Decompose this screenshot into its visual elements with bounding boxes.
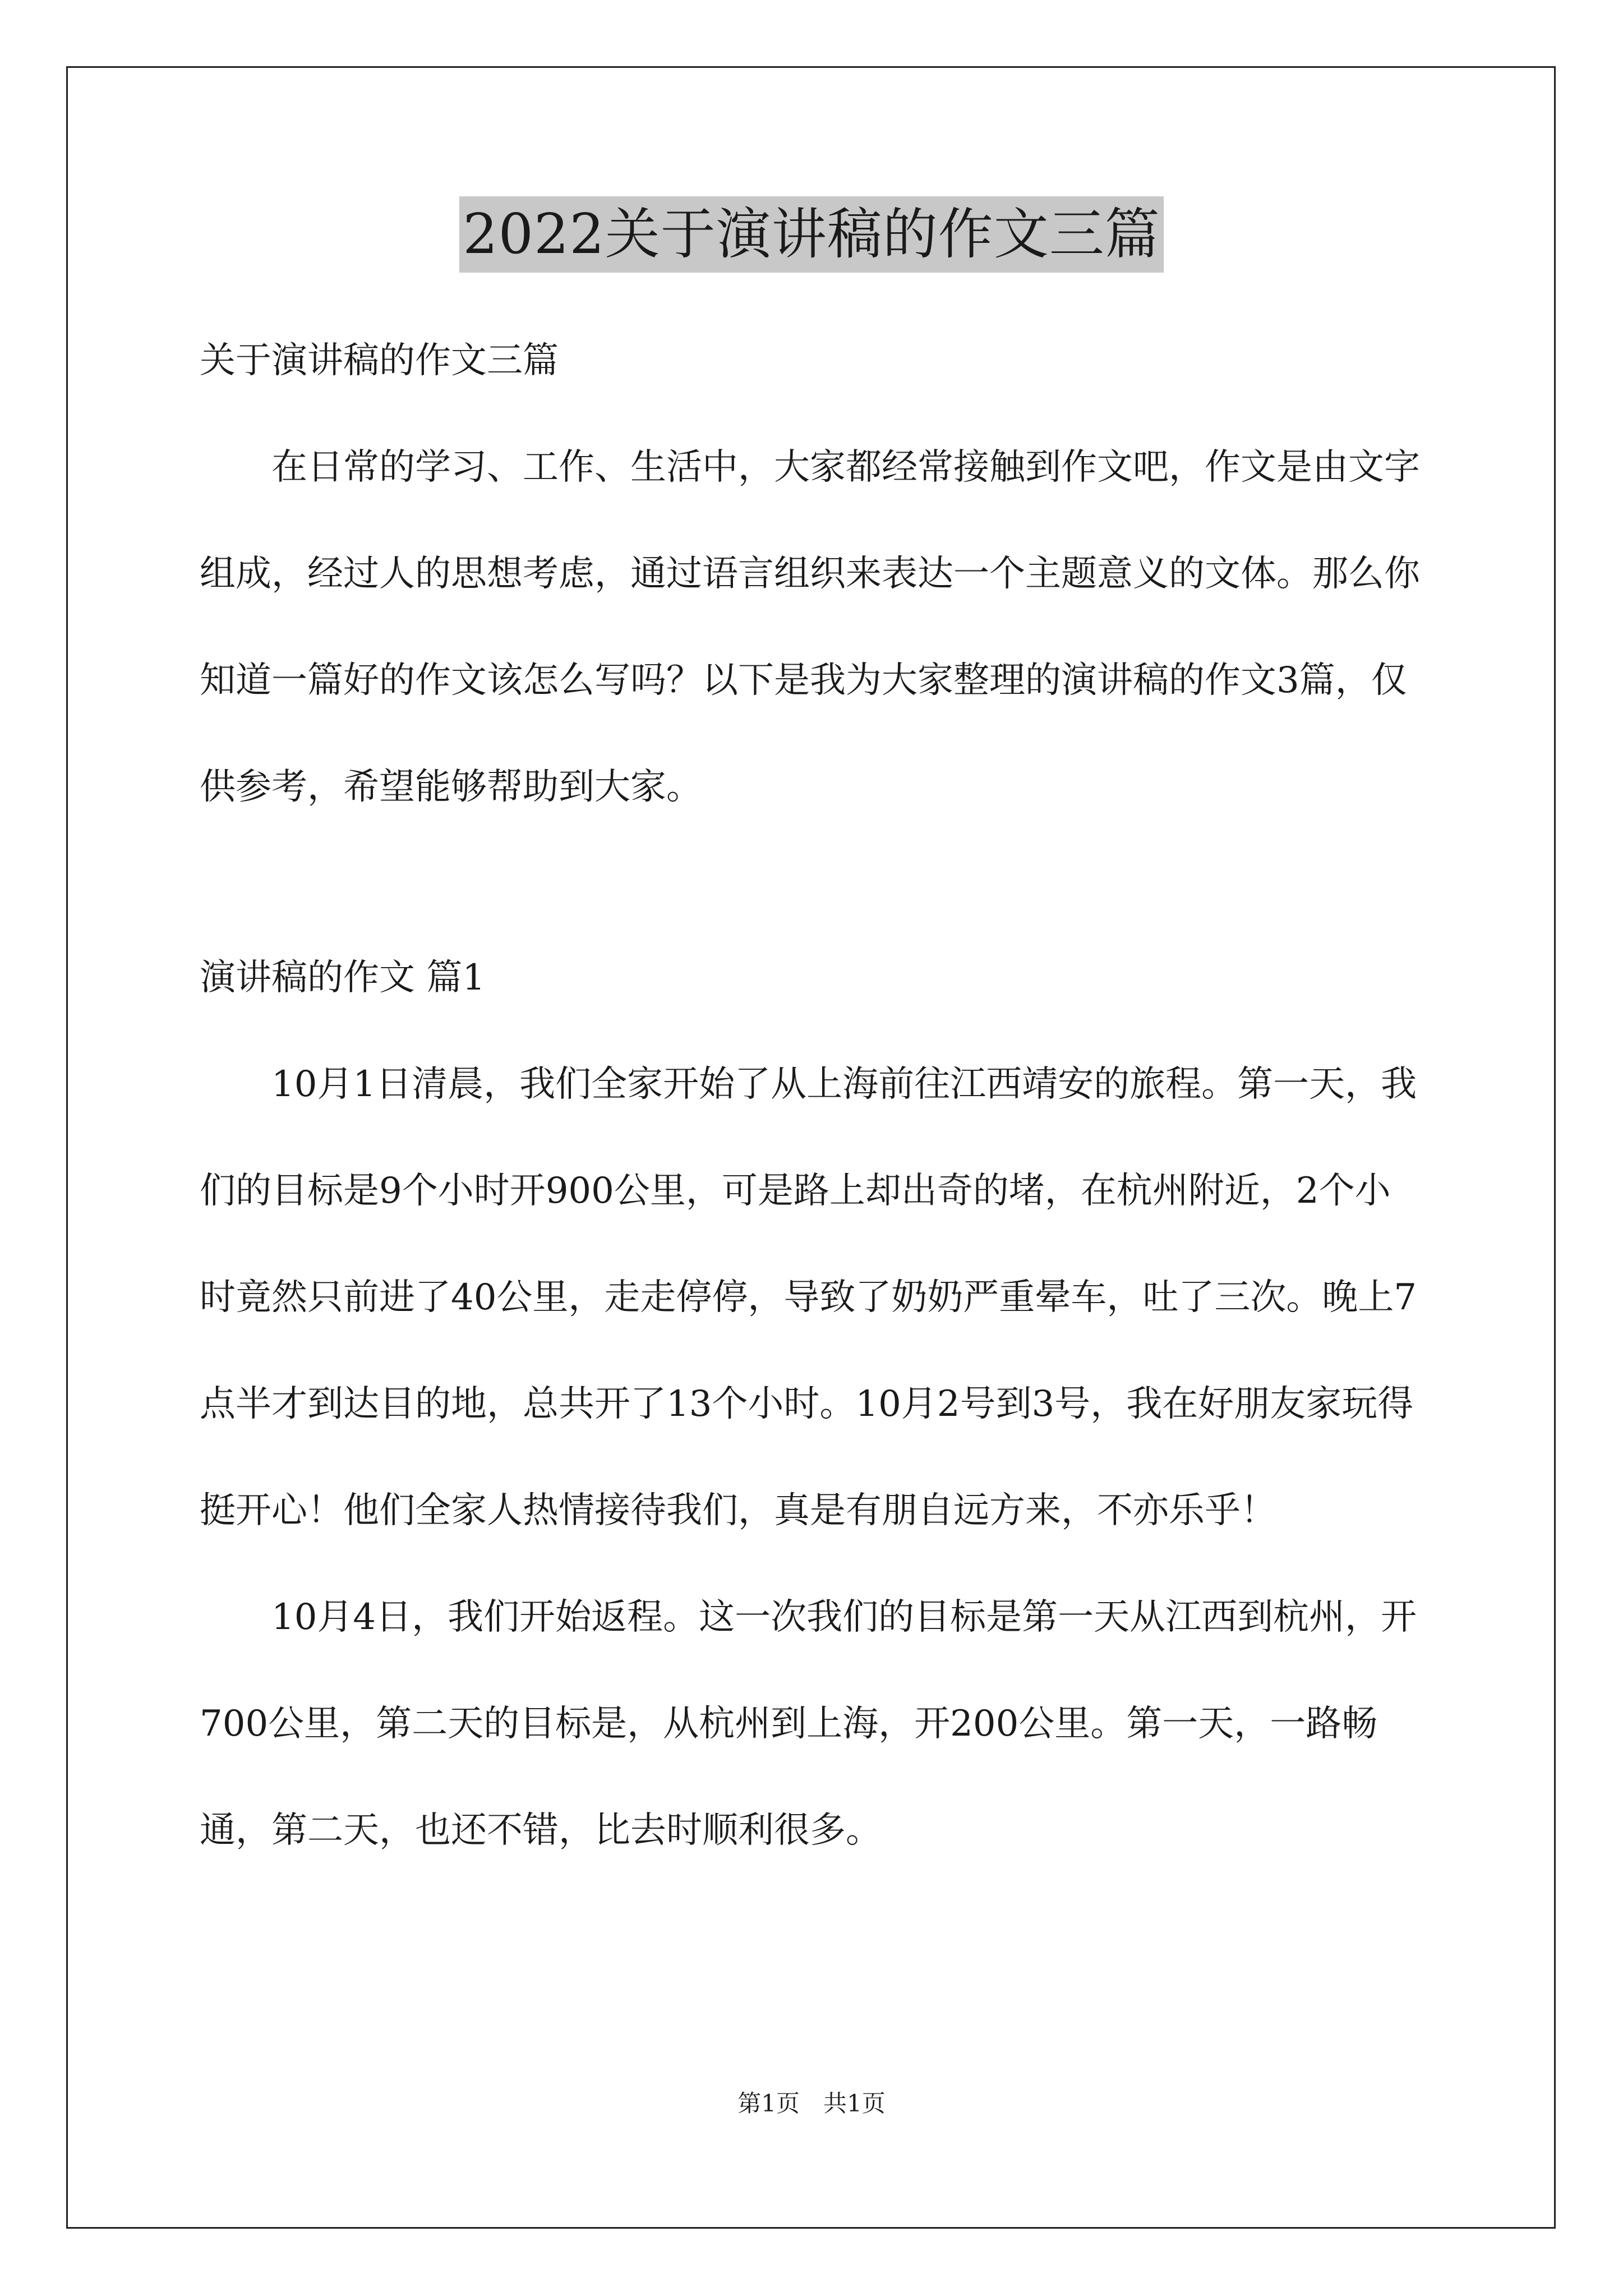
title-container	[0, 196, 1623, 273]
body-paragraph-1: 10月1日清晨，我们全家开始了从上海前往江西靖安的旅程。第一天，我们的目标是9个小时开900公里，可是路上却出奇的堵，在杭州附近，2个小时竟然只前进了40公里，走走停停，导致了奶奶严重晕车，吐了三次。晚上7点半才到达目的地，总共开了13个小时。10月2号到3号，我在好朋友家玩得挺开心！他们全家人热情接待我们，真是有朋自远方来，不亦乐乎！	[200, 1064, 1417, 1531]
section-heading: 演讲稿的作文 篇1	[200, 957, 486, 999]
body-paragraph-2: 10月4日，我们开始返程。这一次我们的目标是第一天从江西到杭州，开700公里，第二天的目标是，从杭州到上海，开200公里。第一天，一路畅通，第二天，也还不错，比去时顺利很多。	[200, 1596, 1417, 1851]
document-body	[200, 307, 1422, 1884]
intro-paragraph: 在日常的学习、工作、生活中，大家都经常接触到作文吧，作文是由文字组成，经过人的思想考虑，通过语言组织来表达一个主题意义的文体。那么你知道一篇好的作文该怎么写吗？以下是我为大家整理的演讲稿的作文3篇，仅供参考，希望能够帮助到大家。	[200, 447, 1420, 808]
document-subtitle: 关于演讲稿的作文三篇	[200, 340, 559, 381]
document-title: 2022关于演讲稿的作文三篇	[459, 196, 1163, 273]
page-footer: 第1页 共1页	[737, 2090, 886, 2117]
